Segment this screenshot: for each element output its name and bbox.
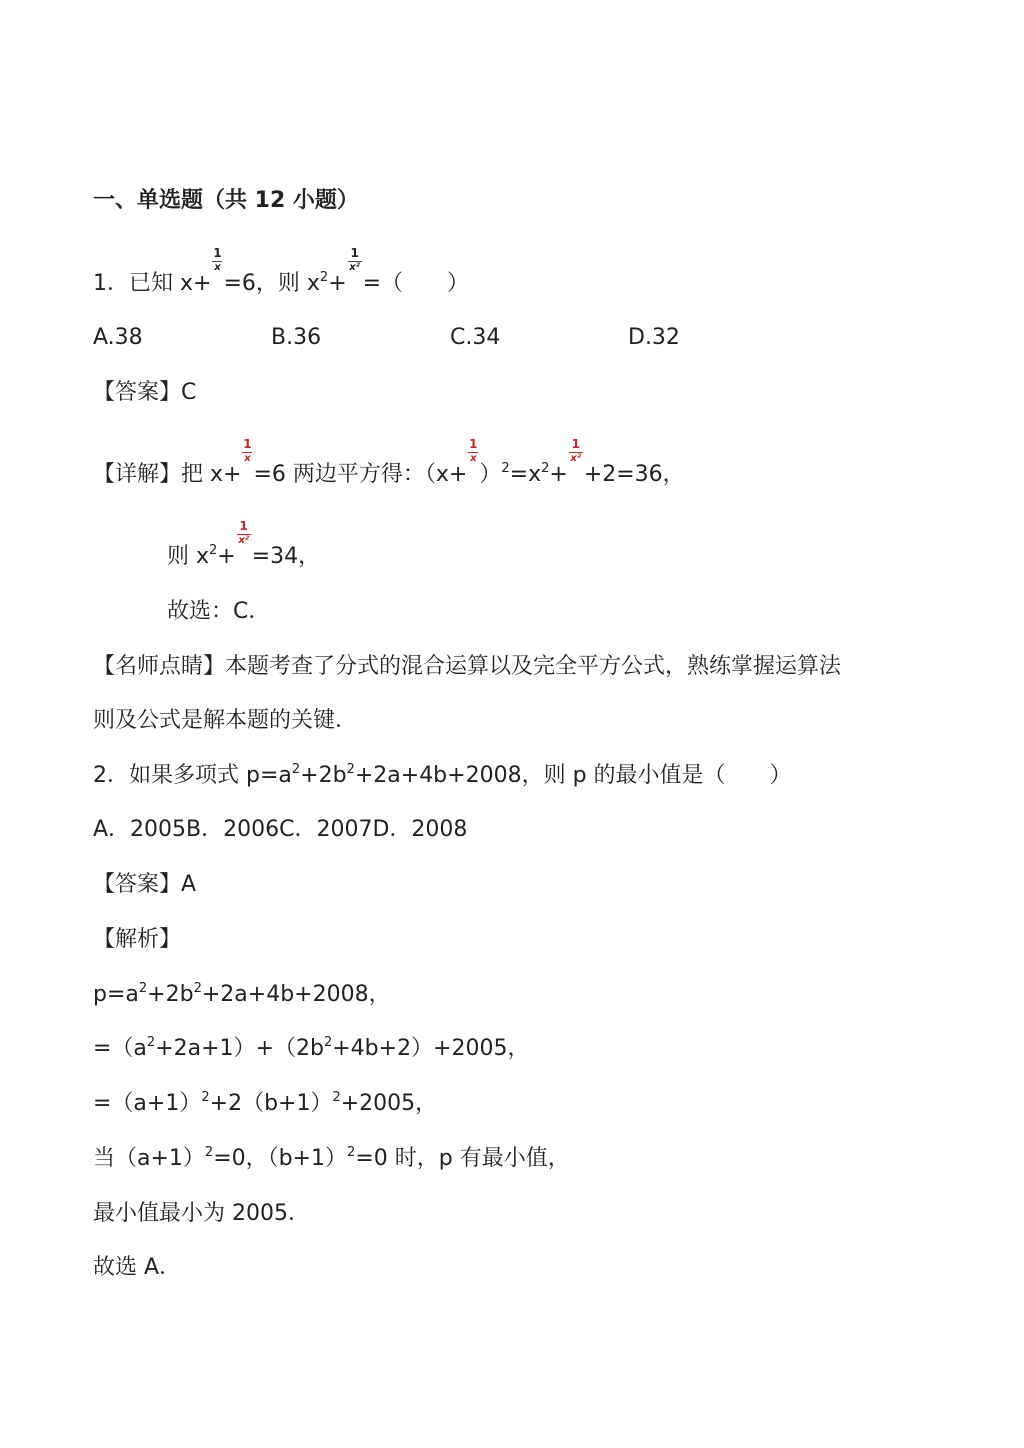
option-b: B.36: [271, 325, 322, 350]
question-1-detail-line2: 则 $x^2+$ 1 x² =34，: [167, 519, 321, 569]
analysis-line-6: 故选 A．: [93, 1255, 182, 1280]
analysis-line-4: 当$(a+1)^2=0$，$(b+1)^2=0$ 时，p 有最小值，: [93, 1145, 570, 1171]
fraction-one-over-x-squared: 1 x²: [349, 246, 361, 273]
option-a: A.38: [93, 325, 143, 350]
fraction-one-over-x: 1 x: [243, 437, 252, 464]
fraction-one-over-x-squared: 1 x²: [238, 519, 250, 546]
teacher-comment-line2: 则及公式是解本题的关键．: [93, 708, 358, 733]
section-title: 一、单选题（共 12 小题）: [93, 188, 359, 213]
question-1-detail-line3: 故选：C．: [167, 599, 271, 624]
question-2-answer: 【答案】A: [93, 872, 197, 897]
fraction-one-over-x: 1 x: [213, 246, 222, 273]
analysis-line-3: $=(a+1)^2+2(b+1)^2+2005$，: [93, 1090, 438, 1116]
option-c: C.34: [450, 325, 501, 350]
fraction-one-over-x-squared: 1 x²: [570, 437, 582, 464]
question-1-answer: 【答案】C: [93, 380, 197, 405]
analysis-line-2: $=(a^2+2a+1)+(2b^2+4b+2)+2005$，: [93, 1035, 530, 1061]
analysis-line-1: $p=a^2+2b^2+2a+4b+2008$，: [93, 981, 391, 1007]
fraction-one-over-x: 1 x: [469, 437, 478, 464]
question-1-detail: 【详解】把 x+ 1 x =6 两边平方得：（x+ 1 x ）$^2=x^2+$ 1 x² +2=36，: [93, 437, 685, 487]
question-2-stem: 2．如果多项式 $p=a^2+2b^2+2a+4b+2008$，则 p 的最小值是（ ）: [93, 762, 792, 788]
option-d: D.32: [628, 325, 680, 350]
question-1-stem: 1．已知 x+ 1 x =6，则 $x^2+$ 1 x² =（ ）: [93, 246, 470, 296]
analysis-line-5: 最小值最小为 2005．: [93, 1201, 310, 1226]
question-2-options: A．2005B．2006C．2007D．2008: [93, 817, 468, 842]
teacher-comment-line1: 【名师点睛】本题考查了分式的混合运算以及完全平方公式，熟练掌握运算法: [93, 654, 842, 679]
analysis-label: 【解析】: [93, 927, 182, 952]
